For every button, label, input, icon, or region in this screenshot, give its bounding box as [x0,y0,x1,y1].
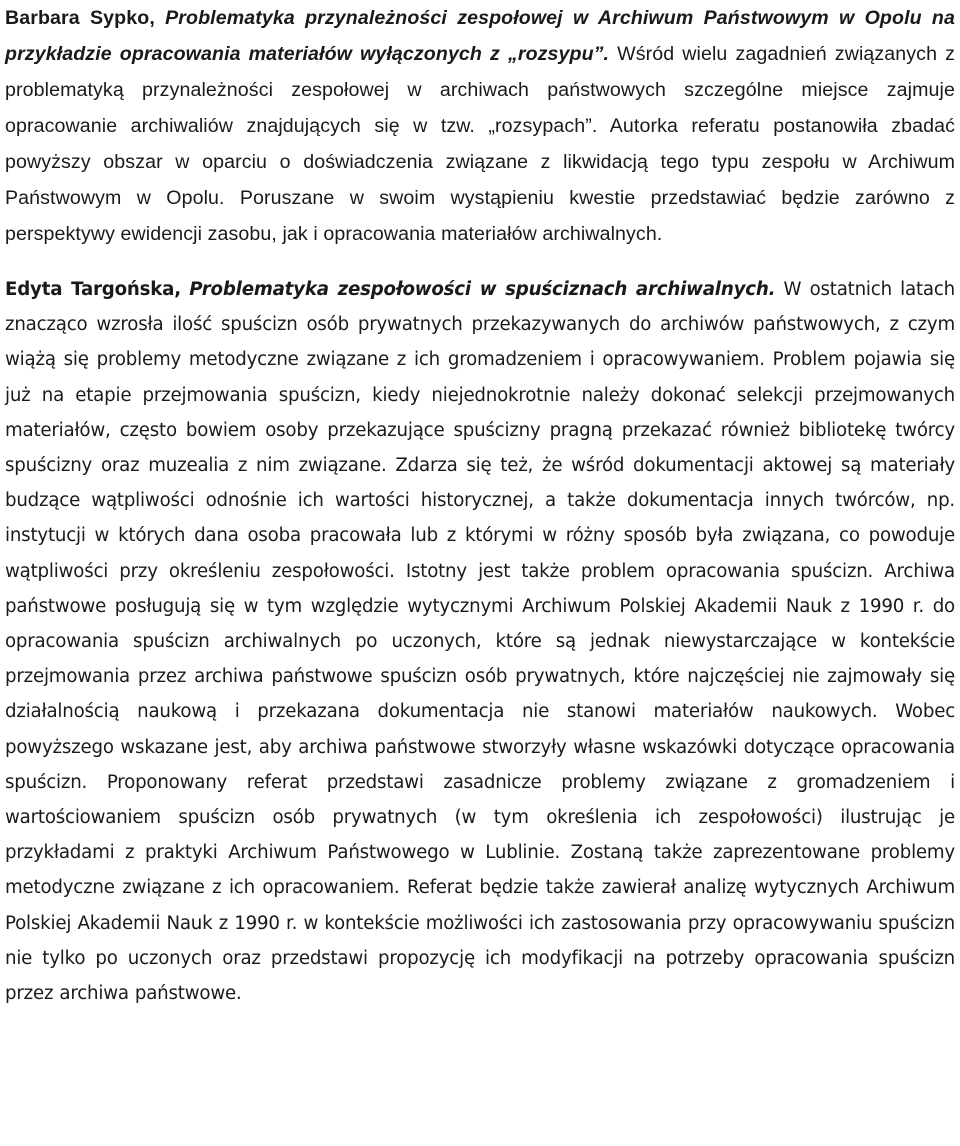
abstract-body: W ostatnich latach znacząco wzrosła ilość spuścizn osób prywatnych przekazywanych do archiwów państwowych, z czym wiążą się problemy metodyczne związane z ich gromadzeniem i opracowywaniem. Problem pojawia się już na etapie przejmowania spuścizn, kiedy niejednokrotnie należy dokonać selekcji przejmowanych materiałów, często bowiem osoby przekazujące spuścizny pragną przekazać również bibliotekę twórcy spuścizny oraz muzealia z nim związane. Zdarza się też, że wśród dokumentacji aktowej są materiały budzące wątpliwości odnośnie ich wartości historycznej, a także dokumentacja innych twórców, np. instytucji w których dana osoba pracowała lub z którymi w różny sposób była związana, co powoduje wątpliwości przy określeniu zespołowości. Istotny jest także problem opracowania spuścizn. Archiwa państwowe posługują się w tym względzie wytycznymi Archiwum Polskiej Akademii Nauk z 1990 r. do opracowania spuścizn archiwalnych po uczonych, które są jednak niewystarczające w kontekście przejmowania przez archiwa państwowe spuścizn osób prywatnych, które najczęściej nie zajmowały się działalnością naukową i przekazana dokumentacja nie stanowi materiałów naukowych. Wobec powyższego wskazane jest, aby archiwa państwowe stworzyły własne wskazówki dotyczące opracowania spuścizn. Proponowany referat przedstawi zasadnicze problemy związane z gromadzeniem i wartościowaniem spuścizn osób prywatnych (w tym określenia ich zespołowości) ilustrując je przykładami z praktyki Archiwum Państwowego w Lublinie. Zostaną także zaprezentowane problemy metodyczne związane z ich opracowaniem. Referat będzie także zawierał analizę wytycznych Archiwum Polskiej Akademii Nauk z 1990 r. w kontekście możliwości ich zastosowania przy opracowywaniu spuścizn nie tylko po uczonych oraz przedstawi propozycję ich modyfikacji na potrzeby opracowania spuścizn przez archiwa państwowe. [5,279,955,1005]
abstract-author: Barbara Sypko, [5,7,155,29]
abstract-title: Problematyka zespołowości w spuściznach archiwalnych. [189,279,776,300]
abstract-paragraph-targonska [5,272,955,1011]
abstract-body: Wśród wielu zagadnień związanych z problematyką przynależności zespołowej w archiwach państwowych szczególne miejsce zajmuje opracowanie archiwaliów znajdujących się w tzw. „rozsypach”. Autorka referatu postanowiła zbadać powyższy obszar w oparciu o doświadczenia związane z likwidacją tego typu zespołu w Archiwum Państwowym w Opolu. Poruszane w swoim wystąpieniu kwestie przedstawiać będzie zarówno z perspektywy ewidencji zasobu, jak i opracowania materiałów archiwalnych. [5,43,955,245]
abstract-paragraph-sypko [5,0,955,252]
abstract-author: Edyta Targońska, [5,279,181,300]
abstract-title: Problematyka przynależności zespołowej w Archiwum Państwowym w Opolu na przykładzie opracowania materiałów wyłączonych z „rozsypu”. [5,7,955,65]
